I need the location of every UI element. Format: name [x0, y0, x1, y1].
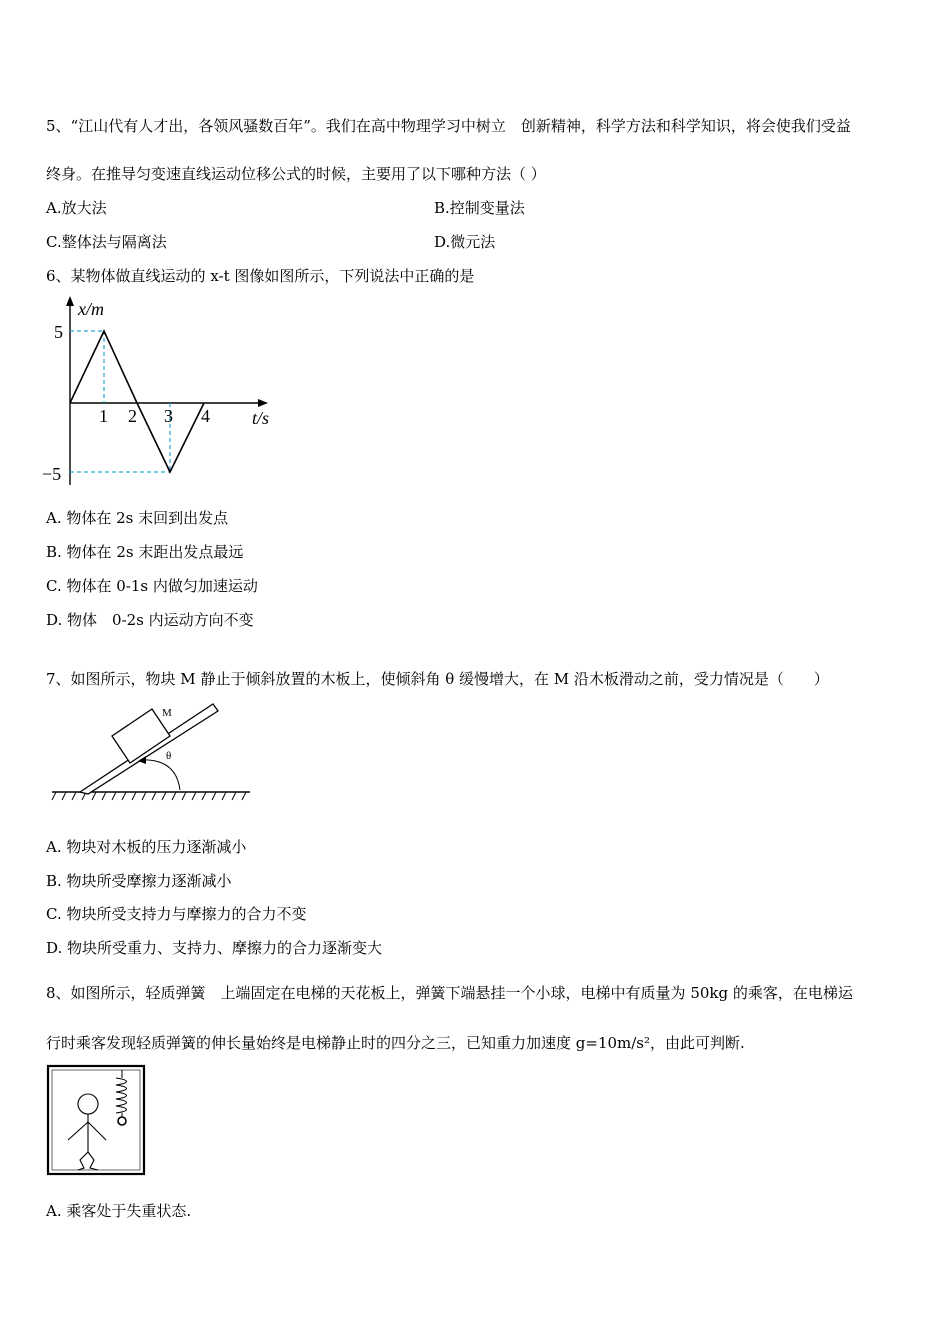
q6-stem: 6、某物体做直线运动的 x-t 图像如图所示，下列说法中正确的是 [46, 267, 475, 285]
ball [118, 1117, 126, 1125]
q8-stem-line2: 行时乘客发现轻质弹簧的伸长量始终是电梯静止时的四分之三，已知重力加速度 g=10m/s²，由此可判断. [46, 1034, 745, 1052]
ground-hatching [52, 792, 246, 800]
y-tick-neg5: −5 [42, 464, 62, 484]
x-tick-2: 2 [128, 406, 137, 426]
q6-option-b: B. 物体在 2s 末距出发点最远 [46, 543, 244, 561]
q5-stem-line1: 5、“江山代有人才出，各领风骚数百年”。我们在高中物理学习中树立 创新精神，科学方法和科学知识，将会使我们受益 [46, 117, 851, 135]
q5-option-a: A.放大法 [46, 199, 107, 217]
xt-curve [70, 331, 204, 472]
x-tick-4: 4 [201, 406, 210, 426]
x-tick-3: 3 [164, 406, 173, 426]
y-axis-label: x/m [78, 299, 104, 319]
x-tick-1: 1 [99, 406, 108, 426]
q8-elevator-figure [44, 1062, 150, 1178]
q8-option-a: A. 乘客处于失重状态. [46, 1202, 192, 1220]
q6-option-d: D. 物体 0-2s 内运动方向不变 [46, 611, 254, 629]
q6-option-a: A. 物体在 2s 末回到出发点 [46, 509, 229, 527]
q7-option-a: A. 物块对木板的压力逐渐减小 [46, 838, 247, 856]
q8-stem-line1: 8、如图所示，轻质弹簧 上端固定在电梯的天花板上，弹簧下端悬挂一个小球，电梯中有质量为 50kg 的乘客，在电梯运 [46, 984, 853, 1002]
q5-option-d: D.微元法 [434, 233, 496, 251]
elevator-box [48, 1066, 144, 1174]
y-tick-5: 5 [54, 322, 63, 342]
x-axis-label: t/s [252, 408, 270, 428]
angle-label: θ [166, 750, 172, 762]
q5-stem-line2: 终身。在推导匀变速直线运动位移公式的时候，主要用了以下哪种方法（ ） [46, 165, 546, 183]
q7-option-c: C. 物块所受支持力与摩擦力的合力不变 [46, 905, 307, 923]
passenger-head [78, 1094, 98, 1114]
block-label: M [162, 707, 172, 719]
q7-incline-figure [48, 698, 258, 808]
q7-stem: 7、如图所示，物块 M 静止于倾斜放置的木板上，使倾斜角 θ 缓慢增大，在 M 沿木板滑动之前，受力情况是（ ） [46, 670, 829, 688]
x-axis-arrow [258, 399, 268, 407]
y-axis-arrow [66, 296, 74, 306]
angle-arc [140, 760, 180, 790]
q7-option-d: D. 物块所受重力、支持力、摩擦力的合力逐渐变大 [46, 939, 383, 957]
q7-option-b: B. 物块所受摩擦力逐渐减小 [46, 872, 232, 890]
q6-xt-graph [40, 290, 290, 490]
q5-option-b: B.控制变量法 [434, 199, 525, 217]
q6-option-c: C. 物体在 0-1s 内做匀加速运动 [46, 577, 258, 595]
q5-option-c: C.整体法与隔离法 [46, 233, 167, 251]
